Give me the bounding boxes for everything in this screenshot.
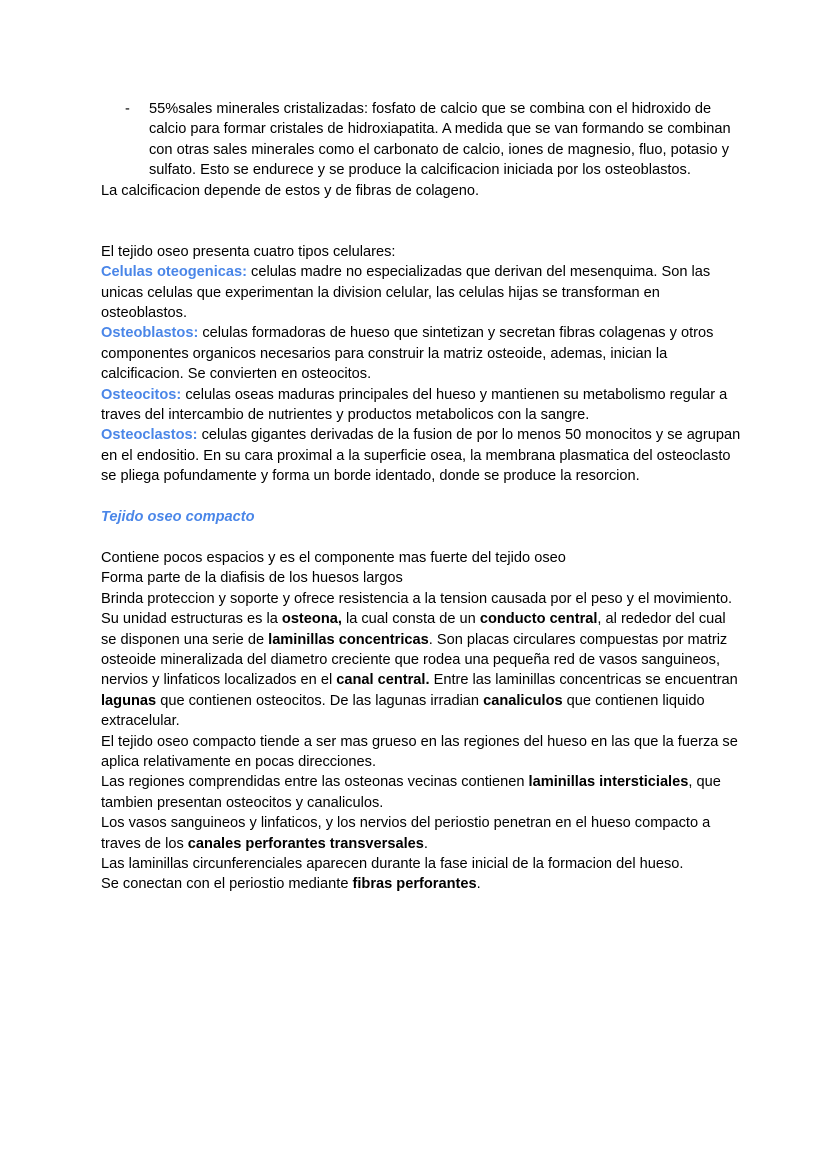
document-page — [101, 99, 741, 895]
cell-term: Celulas oteogenicas: — [101, 264, 247, 281]
bold-term: canales perforantes transversales — [187, 835, 424, 852]
cell-description: celulas gigantes derivadas de la fusion de por lo menos 50 monocitos y se agrupan en el endositio. En su cara proximal a la superficie osea, la membrana plasmatica del osteoclasto se pliega pofundamente y forma un borde identado, donde se produce la resorcion. — [101, 427, 741, 485]
bullet-text: 55%sales minerales cristalizadas: fosfato de calcio que se combina con el hidroxido de calcio para formar cristales de hidroxiapatita. A medida que se van formando se combinan con otras sales minerales como el carbonato de calcio, iones de magnesio, fluo, potasio y sulfato. Esto se endurece y se produce la calcificacion iniciada por los osteoblastos. — [149, 101, 731, 179]
text-run: , que tambien presentan osteocitos y canaliculos. — [101, 774, 721, 811]
cell-type-osteoclast — [101, 425, 741, 486]
bold-term: canal central. — [336, 672, 430, 689]
cell-description: celulas oseas maduras principales del hueso y mantienen su metabolismo regular a traves del intercambio de nutrientes y productos metabolicos con la sangre. — [101, 386, 728, 424]
bold-term: lagunas — [101, 692, 157, 709]
osteona-paragraph — [101, 609, 741, 731]
cell-types-intro: El tejido oseo presenta cuatro tipos celulares: — [101, 243, 396, 260]
cell-term: Osteoblastos: — [101, 325, 199, 342]
cell-type-osteocyte — [101, 385, 741, 426]
text-run: , al rededor del cual se disponen una serie de — [101, 611, 726, 648]
fibras-paragraph — [101, 874, 741, 894]
vasos-paragraph — [101, 813, 741, 854]
text-run: Se conectan con el periostio mediante — [101, 876, 353, 893]
text-run: la cual consta de un — [341, 611, 480, 628]
circunferenciales-paragraph: Las laminillas circunferenciales aparecen durante la fase inicial de la formacion del hueso. — [101, 855, 684, 872]
text-run: que contienen osteocitos. De las lagunas irradian — [156, 692, 484, 709]
intersticiales-paragraph — [101, 772, 741, 813]
text-run: Entre las laminillas concentricas se encuentran — [429, 672, 738, 689]
text-run: . Son placas circulares compuestas por matriz osteoide mineralizada del diametro creciente que rodea una pequeña red de vasos sanguineos, nervios y linfaticos localizados en el — [101, 631, 728, 689]
section-heading: Tejido oseo compacto — [101, 509, 255, 526]
cell-term: Osteoclastos: — [101, 427, 198, 444]
bold-term: osteona, — [281, 611, 342, 628]
cell-description: celulas formadoras de hueso que sintetizan y secretan fibras colagenas y otros componentes organicos necesarios para construir la matriz osteoide, ademas, inician la calcificacion. Se convierten en osteocitos. — [101, 325, 714, 383]
bullet-dash: - — [125, 101, 130, 117]
bold-term: canaliculos — [483, 692, 563, 709]
list-item — [125, 99, 731, 181]
text-run: . — [423, 835, 428, 852]
compact-line-3: Brinda proteccion y soporte y ofrece resistencia a la tension causada por el peso y el movimiento. — [101, 590, 733, 607]
compact-line-2: Forma parte de la diafisis de los huesos largos — [101, 570, 403, 587]
text-run: . — [476, 876, 481, 893]
cell-type-osteogenic — [101, 262, 741, 323]
text-run: Los vasos sanguineos y linfaticos, y los nervios del periostio penetran en el hueso compacto a traves de los — [101, 815, 711, 852]
text-run: que contienen liquido extracelular. — [101, 692, 705, 730]
compact-line-1: Contiene pocos espacios y es el componente mas fuerte del tejido oseo — [101, 549, 566, 566]
bold-term: laminillas intersticiales — [528, 774, 689, 791]
cell-term: Osteocitos: — [101, 386, 182, 403]
text-run: Las regiones comprendidas entre las osteonas vecinas contienen — [101, 774, 529, 791]
bold-term: fibras perforantes — [352, 876, 477, 893]
bold-term: laminillas concentricas — [268, 631, 429, 648]
bold-term: conducto central — [479, 611, 598, 628]
cell-description: celulas madre no especializadas que derivan del mesenquima. Son las unicas celulas que experimentan la division celular, las celulas hijas se transforman en osteoblastos. — [101, 264, 711, 322]
cell-type-osteoblast — [101, 323, 741, 384]
calcificacion-paragraph: La calcificacion depende de estos y de fibras de colageno. — [101, 182, 480, 199]
grueso-paragraph: El tejido oseo compacto tiende a ser mas grueso en las regiones del hueso en las que la fuerza se aplica relativamente en pocas direcciones. — [101, 733, 738, 770]
text-run: Su unidad estructuras es la — [101, 611, 282, 628]
